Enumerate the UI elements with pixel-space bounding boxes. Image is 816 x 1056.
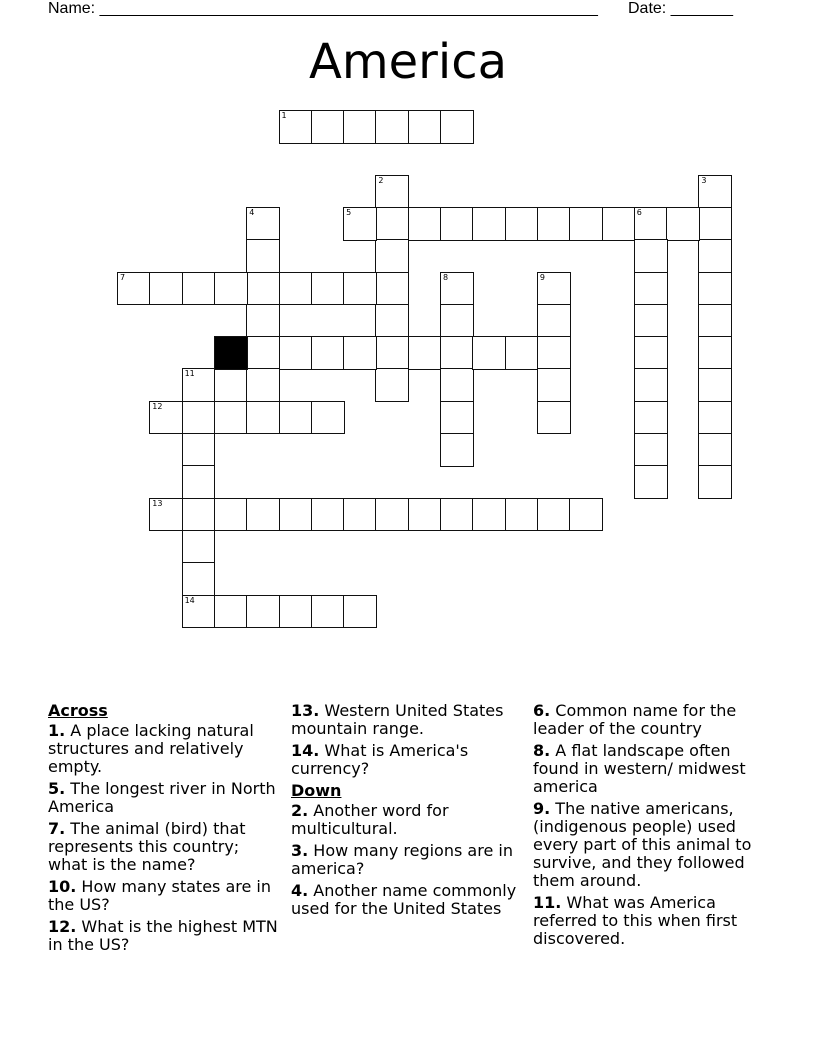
grid-cell[interactable]	[375, 110, 409, 144]
clue-item	[48, 878, 280, 914]
clue-item	[533, 742, 773, 796]
clue-text: Common name for the leader of the country	[533, 701, 737, 738]
grid-cell[interactable]	[343, 595, 377, 629]
grid-cell[interactable]	[182, 562, 216, 596]
clue-text: What was America referred to this when first discovered.	[533, 893, 738, 948]
cell-number: 14	[184, 595, 195, 605]
cell-number: 7	[120, 272, 126, 282]
grid-cell[interactable]	[246, 401, 280, 435]
grid-cell[interactable]	[279, 595, 313, 629]
cell-number: 6	[636, 207, 642, 217]
clues-column-1	[48, 702, 280, 958]
clue-text: A place lacking natural structures and relatively empty.	[48, 721, 254, 776]
clue-item	[291, 842, 523, 878]
clue-text: The native americans, (indigenous people) used every part of this animal to survive, and they followed them around.	[533, 799, 752, 890]
grid-cell[interactable]	[343, 110, 377, 144]
grid-cell[interactable]	[375, 336, 409, 370]
grid-cell[interactable]	[440, 336, 474, 370]
grid-cell[interactable]	[279, 401, 313, 435]
grid-cell[interactable]	[569, 207, 603, 241]
grid-cell[interactable]	[279, 336, 313, 370]
grid-cell[interactable]	[343, 498, 377, 532]
clue-text: The longest river in North America	[48, 779, 276, 816]
grid-cell[interactable]	[343, 272, 377, 306]
grid-cell[interactable]	[537, 272, 571, 306]
grid-cell[interactable]	[472, 207, 506, 241]
grid-cell[interactable]	[375, 304, 409, 338]
grid-cell[interactable]	[698, 401, 732, 435]
grid-cell[interactable]	[472, 336, 506, 370]
clues-column-3	[533, 702, 773, 952]
clue-number: 7.	[48, 819, 66, 838]
grid-cell[interactable]	[311, 595, 345, 629]
grid-cell[interactable]	[537, 401, 571, 435]
clue-number: 2.	[291, 801, 309, 820]
grid-cell[interactable]	[698, 207, 732, 241]
grid-cell[interactable]	[375, 498, 409, 532]
cell-number: 11	[184, 369, 195, 379]
clue-text: How many states are in the US?	[48, 877, 272, 914]
grid-cell[interactable]	[117, 272, 151, 306]
grid-cell[interactable]	[698, 272, 732, 306]
grid-cell[interactable]	[408, 336, 442, 370]
grid-cell[interactable]	[698, 239, 732, 273]
cell-number: 2	[378, 175, 384, 185]
grid-cell[interactable]	[182, 595, 216, 629]
grid-cell[interactable]	[182, 272, 216, 306]
clue-number: 3.	[291, 841, 309, 860]
clue-number: 8.	[533, 741, 551, 760]
grid-cell[interactable]	[311, 401, 345, 435]
clue-item	[48, 780, 280, 816]
grid-cell[interactable]	[440, 272, 474, 306]
grid-cell[interactable]	[440, 433, 474, 467]
clue-text: What is America's currency?	[291, 741, 469, 778]
clue-number: 4.	[291, 881, 309, 900]
grid-cell[interactable]	[375, 207, 409, 241]
grid-cell[interactable]	[537, 368, 571, 402]
clue-text: Western United States mountain range.	[291, 701, 504, 738]
grid-cell[interactable]	[408, 207, 442, 241]
grid-cell[interactable]	[537, 498, 571, 532]
clue-number: 14.	[291, 741, 320, 760]
grid-cell[interactable]	[182, 433, 216, 467]
grid-cell[interactable]	[472, 498, 506, 532]
clue-number: 6.	[533, 701, 551, 720]
grid-cell[interactable]	[279, 110, 313, 144]
down-heading: Down	[291, 781, 342, 800]
grid-cell[interactable]	[537, 207, 571, 241]
grid-cell[interactable]	[440, 498, 474, 532]
grid-cell[interactable]	[440, 368, 474, 402]
cell-number: 4	[249, 207, 255, 217]
cell-number: 5	[346, 207, 352, 217]
grid-cell[interactable]	[698, 336, 732, 370]
grid-cell[interactable]	[375, 368, 409, 402]
grid-cell[interactable]	[440, 207, 474, 241]
cell-number: 12	[152, 401, 163, 411]
grid-cell[interactable]	[246, 207, 280, 241]
grid-cell[interactable]	[246, 498, 280, 532]
grid-cell[interactable]	[440, 110, 474, 144]
clue-number: 1.	[48, 721, 66, 740]
grid-cell[interactable]	[569, 498, 603, 532]
grid-cell[interactable]	[666, 207, 700, 241]
grid-cell[interactable]	[505, 207, 539, 241]
clue-item	[291, 882, 523, 918]
clue-text: A flat landscape often found in western/ midwest america	[533, 741, 746, 796]
grid-cell[interactable]	[698, 175, 732, 209]
grid-cell[interactable]	[182, 465, 216, 499]
grid-cell[interactable]	[505, 498, 539, 532]
date-field[interactable]: Date: _______	[628, 0, 733, 17]
clue-number: 10.	[48, 877, 77, 896]
grid-cell[interactable]	[182, 368, 216, 402]
grid-cell[interactable]	[634, 239, 668, 273]
grid-cell[interactable]	[246, 336, 280, 370]
clue-item	[291, 802, 523, 838]
grid-cell[interactable]	[634, 433, 668, 467]
grid-cell[interactable]	[149, 498, 183, 532]
header	[48, 0, 748, 20]
clue-item	[533, 800, 773, 890]
grid-cell[interactable]	[440, 304, 474, 338]
clue-item	[533, 702, 773, 738]
grid-cell[interactable]	[311, 110, 345, 144]
clue-number: 11.	[533, 893, 562, 912]
grid-cell[interactable]	[698, 433, 732, 467]
cell-number: 8	[443, 272, 449, 282]
clue-number: 9.	[533, 799, 551, 818]
clue-text: Another word for multicultural.	[291, 801, 449, 838]
grid-cell[interactable]	[246, 239, 280, 273]
page-title: America	[309, 34, 507, 90]
clue-number: 12.	[48, 917, 77, 936]
grid-cell[interactable]	[182, 498, 216, 532]
cell-number: 9	[539, 272, 545, 282]
clue-text: How many regions are in america?	[291, 841, 513, 878]
grid-cell[interactable]	[311, 336, 345, 370]
clue-number: 13.	[291, 701, 320, 720]
clue-item	[48, 820, 280, 874]
grid-cell[interactable]	[698, 368, 732, 402]
grid-cell[interactable]	[634, 368, 668, 402]
grid-cell[interactable]	[343, 336, 377, 370]
clue-item	[533, 894, 773, 948]
grid-cell[interactable]	[375, 175, 409, 209]
grid-cell[interactable]	[634, 465, 668, 499]
grid-cell[interactable]	[440, 401, 474, 435]
cell-number: 13	[152, 498, 163, 508]
clues-column-2	[291, 702, 523, 922]
clue-item	[291, 742, 523, 778]
grid-cell[interactable]	[537, 304, 571, 338]
grid-cell[interactable]	[537, 336, 571, 370]
grid-cell[interactable]	[343, 207, 377, 241]
clue-item	[291, 702, 523, 738]
clue-number: 5.	[48, 779, 66, 798]
grid-cell[interactable]	[375, 239, 409, 273]
grid-cell[interactable]	[634, 336, 668, 370]
grid-cell[interactable]	[214, 272, 248, 306]
grid-cell[interactable]	[182, 401, 216, 435]
grid-cell[interactable]	[698, 465, 732, 499]
grid-cell[interactable]	[246, 272, 280, 306]
name-field[interactable]: Name: ________________________________________________________	[48, 0, 598, 17]
grid-cell[interactable]	[408, 498, 442, 532]
clue-item	[48, 918, 280, 954]
cell-number: 3	[701, 175, 707, 185]
across-heading: Across	[48, 701, 108, 720]
grid-cell[interactable]	[246, 368, 280, 402]
grid-cell[interactable]	[634, 401, 668, 435]
grid-cell[interactable]	[246, 304, 280, 338]
grid-cell[interactable]	[408, 110, 442, 144]
grid-cell[interactable]	[311, 498, 345, 532]
grid-cell[interactable]	[602, 207, 636, 241]
grid-cell[interactable]	[634, 304, 668, 338]
blocked-cell	[214, 336, 248, 370]
grid-cell[interactable]	[149, 272, 183, 306]
grid-cell[interactable]	[214, 595, 248, 629]
grid-cell[interactable]	[279, 272, 313, 306]
clue-text: Another name commonly used for the United States	[291, 881, 517, 918]
cell-number: 1	[281, 111, 287, 120]
grid-cell[interactable]	[214, 401, 248, 435]
grid-cell[interactable]	[214, 498, 248, 532]
grid-cell[interactable]	[634, 207, 668, 241]
grid-cell[interactable]	[698, 304, 732, 338]
clue-text: The animal (bird) that represents this country; what is the name?	[48, 819, 246, 874]
clue-item	[48, 722, 280, 776]
grid-cell[interactable]	[311, 272, 345, 306]
grid-cell[interactable]	[182, 530, 216, 564]
clue-text: What is the highest MTN in the US?	[48, 917, 278, 954]
grid-cell[interactable]	[246, 595, 280, 629]
grid-cell[interactable]	[505, 336, 539, 370]
grid-cell[interactable]	[149, 401, 183, 435]
grid-cell[interactable]	[375, 272, 409, 306]
cell-number: 10	[216, 337, 228, 347]
grid-cell[interactable]	[279, 498, 313, 532]
grid-cell[interactable]	[634, 272, 668, 306]
